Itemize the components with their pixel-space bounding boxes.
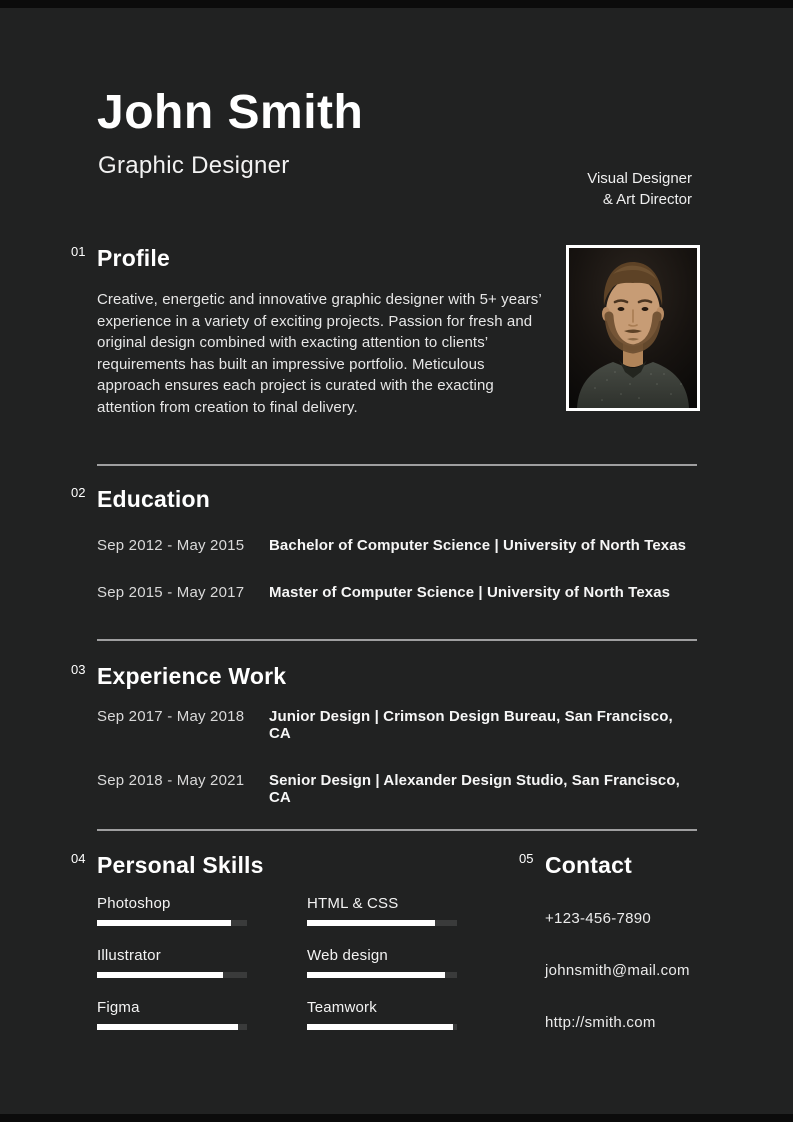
section-number-profile: 01 bbox=[71, 244, 86, 259]
page-top-edge bbox=[0, 0, 793, 8]
section-title-education: Education bbox=[97, 486, 210, 512]
skill-bar-fill bbox=[307, 972, 445, 978]
skill-bar-fill bbox=[97, 920, 231, 926]
section-experience bbox=[71, 662, 697, 836]
contact-phone: +123-456-7890 bbox=[545, 910, 652, 927]
section-title-skills: Personal Skills bbox=[97, 852, 264, 878]
education-dates: Sep 2015 - May 2017 bbox=[97, 584, 245, 601]
skill-bar-fill bbox=[97, 1024, 238, 1030]
skill-label: Figma bbox=[97, 999, 140, 1016]
section-title-contact: Contact bbox=[545, 852, 633, 878]
skill-label: Photoshop bbox=[97, 895, 171, 912]
experience-row bbox=[97, 708, 697, 742]
skill-item bbox=[97, 947, 247, 978]
tagline-line-2: & Art Director bbox=[602, 191, 692, 208]
person-title: Graphic Designer bbox=[98, 152, 290, 179]
skill-label: Web design bbox=[307, 947, 388, 964]
section-title-experience: Experience Work bbox=[97, 663, 287, 689]
divider-3 bbox=[97, 829, 697, 831]
experience-dates: Sep 2018 - May 2021 bbox=[97, 772, 245, 789]
skill-item bbox=[307, 895, 457, 926]
skill-item bbox=[97, 895, 247, 926]
experience-detail: Senior Design | Alexander Design Studio, San Francisco, CA bbox=[269, 772, 680, 806]
skill-bar-fill bbox=[97, 972, 223, 978]
skill-bar-track bbox=[307, 920, 457, 926]
skill-label: Teamwork bbox=[307, 999, 377, 1016]
skill-label: Illustrator bbox=[97, 947, 161, 964]
skill-bar-fill bbox=[307, 1024, 453, 1030]
skill-label: HTML & CSS bbox=[307, 895, 399, 912]
education-dates: Sep 2012 - May 2015 bbox=[97, 537, 245, 554]
divider-1 bbox=[97, 464, 697, 466]
contact-email: johnsmith@mail.com bbox=[545, 962, 690, 979]
education-detail: Bachelor of Computer Science | University of North Texas bbox=[269, 537, 687, 554]
experience-row bbox=[97, 772, 697, 806]
section-skills bbox=[71, 851, 462, 1051]
portrait-photo bbox=[566, 245, 700, 411]
education-row bbox=[97, 537, 697, 554]
section-title-profile: Profile bbox=[97, 245, 170, 271]
section-number-education: 02 bbox=[71, 485, 86, 500]
experience-detail: Junior Design | Crimson Design Bureau, San Francisco, CA bbox=[269, 708, 673, 742]
section-profile bbox=[71, 244, 697, 418]
section-number-experience: 03 bbox=[71, 662, 86, 677]
skill-bar-track bbox=[97, 920, 247, 926]
person-name: John Smith bbox=[97, 86, 364, 139]
portrait-illustration bbox=[569, 248, 697, 408]
section-number-contact: 05 bbox=[519, 851, 534, 866]
profile-paragraph: Creative, energetic and innovative graphic designer with 5+ years’ experience in a variety of exciting projects. Passion for fresh and original design combined with exacting attention to clients’ requirements has built an impressive portfolio. Meticulous approach ensures each project is curated with the exacting attention from creation to final delivery. bbox=[97, 291, 542, 416]
skill-bar-track bbox=[97, 972, 247, 978]
tagline-line-1: Visual Designer bbox=[587, 170, 692, 187]
divider-2 bbox=[97, 639, 697, 641]
skill-bar-track bbox=[97, 1024, 247, 1030]
tagline bbox=[587, 168, 692, 210]
education-row bbox=[97, 584, 697, 601]
resume-canvas bbox=[0, 8, 793, 1114]
skill-item bbox=[307, 947, 457, 978]
section-contact bbox=[519, 851, 705, 1066]
skill-bar-track bbox=[307, 972, 457, 978]
section-education bbox=[71, 485, 697, 631]
education-detail: Master of Computer Science | University of North Texas bbox=[269, 584, 671, 601]
skill-item bbox=[307, 999, 457, 1030]
experience-dates: Sep 2017 - May 2018 bbox=[97, 708, 245, 725]
page-bottom-edge bbox=[0, 1114, 793, 1122]
section-number-skills: 04 bbox=[71, 851, 86, 866]
skill-bar-fill bbox=[307, 920, 435, 926]
contact-website: http://smith.com bbox=[545, 1014, 656, 1031]
skill-item bbox=[97, 999, 247, 1030]
skill-bar-track bbox=[307, 1024, 457, 1030]
